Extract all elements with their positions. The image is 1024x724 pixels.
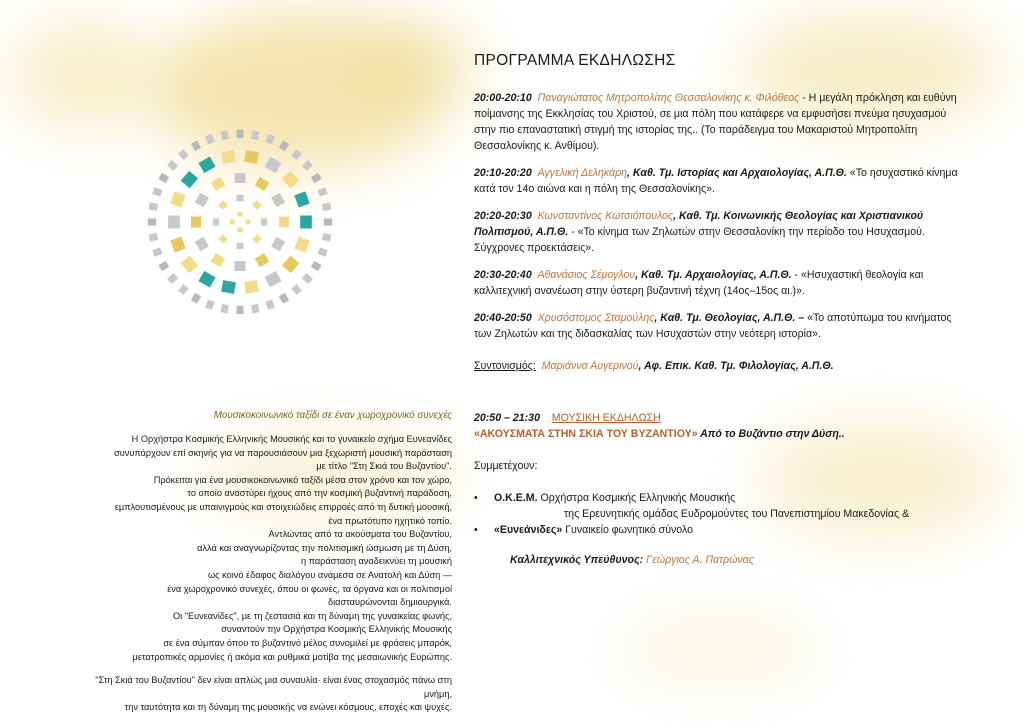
mosaic-tile xyxy=(237,243,244,249)
participants-label: Συμμετέχουν: xyxy=(474,460,538,472)
participant-desc: Γυναικείο φωνητικό σύνολο xyxy=(562,524,694,536)
program-item xyxy=(474,165,960,197)
participants-list xyxy=(474,490,960,538)
mosaic-tile xyxy=(181,171,198,188)
mosaic-tile xyxy=(237,306,244,314)
artistic-director-label: Καλλιτεχνικός Υπεύθυνος: xyxy=(510,554,644,566)
music-title: ΜΟΥΣΙΚΗ ΕΚΔΗΛΩΣΗ xyxy=(551,412,661,424)
program-item xyxy=(474,267,960,299)
description-line: σε ένα σύμπαν όπου το βυζαντινό μέλος συνομιλεί με φράσεις μπαρόκ, xyxy=(163,637,452,648)
mosaic-tile xyxy=(191,140,201,151)
bullet-icon: • xyxy=(474,524,478,536)
mosaic-tile xyxy=(149,233,158,241)
mosaic-tile xyxy=(221,304,229,313)
mosaic-tile xyxy=(265,134,274,144)
mosaic-tile xyxy=(311,173,322,183)
mosaic-tile xyxy=(271,237,285,251)
item-talk: - «Το κίνημα των Ζηλωτών στην Θεσσαλονίκη την περίοδο του Ησυχασμού. Σύγχρονες προεκτάσεις». xyxy=(474,226,925,254)
mosaic-tile xyxy=(300,216,312,229)
item-affiliation: , Καθ. Τμ. Ιστορίας και Αρχαιολογίας, Α.Π.Θ. xyxy=(627,167,847,179)
mosaic-tile xyxy=(195,237,209,251)
item-speaker: Αγγελική Δεληκάρη xyxy=(537,167,628,179)
item-speaker: Χρυσόστομος Σταμούλης xyxy=(537,312,655,324)
mosaic-tile xyxy=(235,261,246,271)
mosaic-tile xyxy=(244,150,259,164)
mosaic-tile xyxy=(181,256,198,273)
closing-line: την ταυτότητα και τη δύναμη της μουσικής να ενώνει κόσμους, εποχές και ψυχές. xyxy=(124,702,452,713)
bullet-icon: • xyxy=(474,492,478,504)
mosaic-tile xyxy=(191,217,201,228)
mosaic-tile xyxy=(152,247,162,256)
item-affiliation: , Καθ. Τμ. Αρχαιολογίας, Α.Π.Θ. xyxy=(635,269,792,281)
description-line: Πρόκειται για ένα μουσικοκοινωνικό ταξίδι μέσα στον χρόνο και τον χώρο, xyxy=(153,474,452,485)
mosaic-tile xyxy=(291,284,302,295)
mosaic-tile xyxy=(302,273,313,284)
description-line: Οι "Ευνεανίδες", με τη ζεστασιά και τη δύναμη της γυναικείας φωνής, xyxy=(172,610,452,621)
artistic-director-name: Γεώργιος Α. Πατρώνας xyxy=(643,554,754,566)
mosaic-tile xyxy=(198,157,215,174)
description-line: ένα πρωτότυπο ηχητικό τοπίο. xyxy=(328,515,452,526)
mosaic-tile xyxy=(311,261,322,271)
mosaic-tile xyxy=(322,233,331,241)
mosaic-spiral-icon xyxy=(140,122,340,322)
mosaic-tile xyxy=(235,173,246,183)
participant-item xyxy=(474,522,960,538)
participant-item xyxy=(474,490,960,522)
mosaic-tile xyxy=(168,216,180,229)
description-line: μετατροπικές αρμονίες ή ακόμα και ρυθμικά μοτίβα της μεσαιωνικής Ευρώπης. xyxy=(132,651,452,662)
show-subtitle: Από το Βυζάντιο στην Δύση.. xyxy=(697,428,845,440)
item-time: 20:20-20:30 xyxy=(474,210,532,222)
item-talk: «Το ησυχαστικό κίνημα κατά τον 14ο αιώνα και η πόλη της Θεσσαλονίκης». xyxy=(474,167,958,195)
program-list xyxy=(474,90,960,342)
mosaic-tile xyxy=(178,284,189,295)
closing-line: "Στη Σκιά του Βυζαντίου" δεν είναι απλώς μια συναυλία· είναι ένας στοχασμός πάνω στη μνήμη, xyxy=(95,675,452,699)
mosaic-tile xyxy=(221,150,236,164)
mosaic-tile xyxy=(218,234,227,243)
mosaic-tile xyxy=(170,236,185,252)
description-line: η παράσταση αναδεικνύει τη μουσική xyxy=(300,556,452,567)
mosaic-tile xyxy=(322,203,331,211)
watercolor-wash xyxy=(360,20,480,100)
item-time: 20:30-20:40 xyxy=(474,269,532,281)
mosaic-tile xyxy=(218,200,227,209)
coordinator-affiliation: , Αφ. Επικ. Καθ. Τμ. Φιλολογίας, Α.Π.Θ. xyxy=(638,360,834,372)
mosaic-tile xyxy=(152,187,162,196)
item-time: 20:00-20:10 xyxy=(474,92,532,104)
program-section xyxy=(474,52,960,374)
mosaic-tile xyxy=(211,177,225,191)
program-item xyxy=(474,208,960,256)
item-talk: «Το αποτύπωμα του κινήματος των Ζηλωτών και της διδασκαλίας των Ησυχαστών στην νεότερη ιστορία». xyxy=(474,312,952,340)
mosaic-tile xyxy=(318,247,328,256)
coordinator-name: Μαριάννα Αυγερινού xyxy=(541,360,639,372)
mosaic-tile xyxy=(252,234,261,243)
description-line: ένα χωροχρονικό συνεχές, όπου οι φωνές, τα όργανα και οι πολιτισμοί xyxy=(167,583,452,594)
mosaic-tile xyxy=(318,187,328,196)
music-time: 20:50 – 21:30 xyxy=(474,412,540,424)
mosaic-tile xyxy=(255,177,269,191)
mosaic-tile xyxy=(237,195,244,201)
mosaic-tile xyxy=(251,131,259,140)
mosaic-tile xyxy=(244,280,259,294)
mosaic-tile xyxy=(238,228,243,233)
description-line: το οποίο αναστύρει ήχους από την κοσμική βυζαντινή παράδοση, xyxy=(187,488,452,499)
mosaic-tile xyxy=(279,217,289,228)
mosaic-tile xyxy=(264,157,281,174)
item-speaker: Κωνσταντίνος Κωτσιόπουλος xyxy=(537,210,674,222)
program-item xyxy=(474,310,960,342)
mosaic-tile xyxy=(252,200,261,209)
mosaic-tile xyxy=(264,271,281,288)
mosaic-tile xyxy=(230,220,235,225)
mosaic-tile xyxy=(221,131,229,140)
mosaic-tile xyxy=(191,293,201,304)
mosaic-tile xyxy=(178,149,189,160)
mosaic-tile xyxy=(158,173,169,183)
item-speaker: Παναγιώτατος Μητροπολίτης Θεσσαλονίκης κ. Φιλόθεος xyxy=(537,92,800,104)
description-line: ως κοινό έδαφος διαλόγου ανάμεσα σε Ανατολή και Δύση — xyxy=(208,569,452,580)
item-time: 20:40-20:50 xyxy=(474,312,532,324)
mosaic-tile xyxy=(255,253,269,267)
mosaic-tile xyxy=(261,219,267,226)
description-line: Αντλώντας από τα ακούσματα του Βυζαντίου, xyxy=(268,529,452,540)
mosaic-tile xyxy=(158,261,169,271)
item-speaker: Αθανάσιος Σέμογλου xyxy=(537,269,636,281)
mosaic-tile xyxy=(279,140,289,151)
mosaic-tile xyxy=(282,171,299,188)
mosaic-tile xyxy=(271,193,285,207)
mosaic-tile xyxy=(221,280,236,294)
artistic-director xyxy=(474,552,960,568)
description-line: αλλά και αναγνωρίζοντας την πολιτισμική ώσμωση με τη Δύση, xyxy=(197,542,452,553)
description-line: διασταυρώνονται δημιουργικά. xyxy=(328,597,452,608)
watercolor-wash xyxy=(620,620,820,680)
participant-desc: Ορχήστρα Κοσμικής Ελληνικής Μουσικής xyxy=(537,492,736,504)
item-talk: - Η μεγάλη πρόκληση και ευθύνη ποίμανσης της Εκκλησίας του Χριστού, σε μια πόλη που κατάφερε να εμφυσήσει πνεύμα ησυχασμού στην πιο επαναστατική στιγμή της ιστορίας της.. (Το παράδειγμα του Μακαριστού Μητροπολίτη Θεσσαλονίκης κ. Ανθίμου). xyxy=(474,92,957,152)
mosaic-tile xyxy=(195,193,209,207)
program-item xyxy=(474,90,960,154)
mosaic-tile xyxy=(294,236,309,252)
mosaic-tile xyxy=(198,271,215,288)
mosaic-tile xyxy=(238,212,243,217)
mosaic-tile xyxy=(246,220,251,225)
program-title: ΠΡΟΓΡΑΜΜΑ ΕΚΔΗΛΩΣΗΣ xyxy=(474,52,676,69)
mosaic-tile xyxy=(205,300,214,310)
description-line: εμπλουτισμένους με υπαινιγμούς και στοιχειώδεις επιρροές από τη δυτική μουσική, xyxy=(114,501,452,512)
mosaic-tile xyxy=(251,304,259,313)
item-affiliation: , Καθ. Τμ. Θεολογίας, Α.Π.Θ. – xyxy=(654,312,805,324)
item-affiliation: , Καθ. Τμ. Κοινωνικής Θεολογίας και Χριστιανικού Πολιτισμού, Α.Π.Θ. xyxy=(474,210,924,238)
music-event xyxy=(474,410,960,568)
mosaic-tile xyxy=(302,160,313,171)
mosaic-tile xyxy=(294,191,309,207)
mosaic-tile xyxy=(170,191,185,207)
watercolor-wash xyxy=(10,20,160,130)
mosaic-tile xyxy=(213,219,219,226)
mosaic-tile xyxy=(205,134,214,144)
mosaic-tile xyxy=(324,219,332,226)
concert-subtitle: Μουσικοκοινωνικό ταξίδι σε έναν χωροχρονικό συνεχές xyxy=(213,410,452,421)
participant-name: «Ευνεάνιδες» xyxy=(494,524,563,536)
description-line: Η Ορχήστρα Κοσμικής Ελληνικής Μουσικής και το γυναικείο σχήμα Ευνεανίδες xyxy=(131,434,452,444)
mosaic-tile xyxy=(167,160,178,171)
mosaic-tile xyxy=(149,203,158,211)
concert-description xyxy=(80,410,452,715)
participant-name: Ο.Κ.Ε.Μ. xyxy=(494,492,538,504)
description-line: συναντούν την Ορχήστρα Κοσμικής Ελληνικής Μουσικής xyxy=(221,624,452,635)
mosaic-tile xyxy=(167,273,178,284)
mosaic-tile xyxy=(279,293,289,304)
item-time: 20:10-20:20 xyxy=(474,167,532,179)
mosaic-tile xyxy=(237,130,244,138)
mosaic-tile xyxy=(148,219,156,226)
mosaic-tile xyxy=(291,149,302,160)
description-line: με τίτλο "Στη Σκιά του Βυζαντίου". xyxy=(316,461,452,472)
description-body xyxy=(80,433,452,715)
mosaic-tile xyxy=(282,256,299,273)
show-title: «ΑΚΟΥΣΜΑΤΑ ΣΤΗΝ ΣΚΙΑ ΤΟΥ ΒΥΖΑΝΤΙΟΥ» xyxy=(474,428,698,440)
description-line: συνυπάρχουν επί σκηνής για να παρουσιάσουν μια ξεχωριστή μουσική παράσταση xyxy=(114,447,452,458)
mosaic-tile xyxy=(211,253,225,267)
participant-desc2: της Ερευνητικής ομάδας Ευδρομούντες του Πανεπιστημίου Μακεδονίας & xyxy=(564,508,910,520)
mosaic-tile xyxy=(265,300,274,310)
coordination-line xyxy=(474,358,960,374)
coordination-label: Συντονισμός: xyxy=(474,360,536,372)
item-talk: - «Ησυχαστική θεολογία και καλλιτεχνική ανανέωση στην ύστερη βυζαντινή τέχνη (14ος–15ος αι.)». xyxy=(474,269,924,297)
